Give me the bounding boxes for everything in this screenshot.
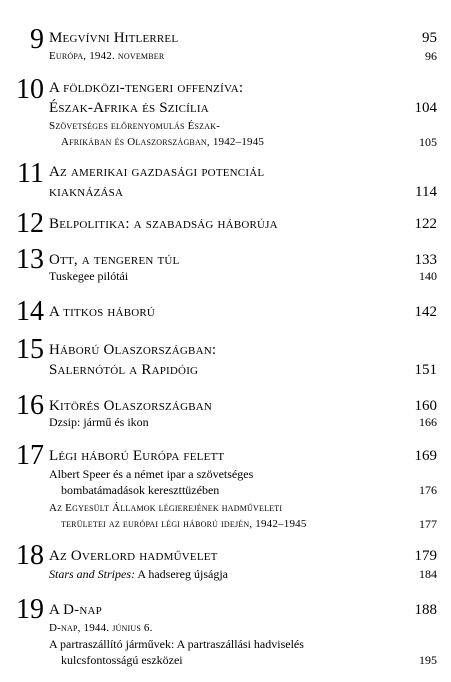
sub-entry [49,48,437,64]
sub-entry [49,566,437,582]
sub-entry-line: A partraszállító járművek: A partraszállási hadviselés [49,637,304,651]
sub-entry [49,500,437,532]
chapter-title-line: A titkos háború [49,304,156,320]
sub-entry-page: 195 [419,653,437,667]
sub-entry-rest-part: A hadsereg újságja [135,567,228,581]
chapter-page: 151 [414,362,437,378]
sub-entry-line: Dzsip: jármű és ikon [49,415,149,429]
sub-entry-page: 166 [419,415,437,429]
sub-entry-line: kulcsfontosságú eszközei [61,653,183,667]
chapter-title [49,302,437,322]
chapter-title-line: Az Overlord hadművelet [49,548,218,564]
chapter-number: 19 [16,594,44,625]
sub-entry-line: D-nap, 1944. június 6. [49,622,153,634]
sub-entry-line: Tuskegee pilótái [49,269,129,283]
chapter-page: 188 [414,602,437,618]
sub-entry-line: Albert Speer és a német ipar a szövetséges [49,467,254,481]
sub-entry-line: Európa, 1942. november [49,50,165,62]
chapter-title-line: Belpolitika: a szabadság háborúja [49,216,278,232]
chapter-page: 169 [414,448,437,464]
sub-entry-page: 105 [419,135,437,149]
chapter-page: 160 [414,398,437,414]
sub-entry-line: Afrikában és Olaszországban, 1942–1945 [61,136,265,148]
sub-entry-page: 184 [419,567,437,581]
sub-entry [49,414,437,430]
chapter-title-line: Háború Olaszországban: [49,342,217,358]
chapter-number: 9 [30,24,44,55]
chapter-title [49,446,437,466]
chapter-number: 10 [16,74,44,105]
chapter-number: 13 [16,244,44,275]
chapter-page: 104 [414,100,437,116]
chapter-page: 133 [414,252,437,268]
chapter-title [49,340,437,380]
chapter-number: 16 [16,390,44,421]
sub-entry-line: Szövetséges előrenyomulás Észak- [49,120,221,132]
sub-entry-line: Az Egyesült Államok légierejének hadműveleti [49,502,283,514]
sub-entry-page: 140 [419,269,437,283]
chapter-title-line: Az amerikai gazdasági potenciál [49,164,265,180]
sub-entry-italic-part: Stars and Stripes: [49,567,136,581]
sub-entry [49,466,437,498]
chapter-title-line: Kitörés Olaszországban [49,398,213,414]
chapter-number: 17 [16,440,44,471]
chapter-title-line: Salernótól a Rapidóig [49,362,199,378]
chapter-title [49,546,437,566]
sub-entry-line: területei az európai légi háború idején, 1942–1945 [61,518,307,530]
chapter-title [49,28,437,48]
chapter-number: 14 [16,296,44,327]
sub-entry-line: bombatámadások kereszttüzében [61,483,220,497]
chapter-number: 12 [16,208,44,239]
chapter-title-line: Észak-Afrika és Szicília [49,100,209,116]
chapter-number: 11 [17,158,44,189]
chapter-title [49,396,437,416]
chapter-title-line: Megvívni Hitlerrel [49,30,179,46]
chapter-page: 142 [414,304,437,320]
chapter-page: 95 [422,30,437,46]
sub-entry-line [49,566,437,582]
chapter-number: 18 [16,540,44,571]
chapter-page: 179 [414,548,437,564]
chapter-title [49,214,437,234]
sub-entry [49,268,437,284]
chapter-title [49,600,437,620]
chapter-page: 122 [414,216,437,232]
chapter-title-line: Ott, a tengeren túl [49,252,180,268]
chapter-title-line: Légi háború Európa felett [49,448,225,464]
sub-entry-page: 176 [419,483,437,497]
chapter-title [49,250,437,270]
sub-entry-page: 177 [419,517,437,531]
chapter-number: 15 [16,334,44,365]
chapter-title [49,162,437,202]
chapter-title [49,78,437,118]
sub-entry-page: 96 [425,49,437,63]
chapter-page: 114 [415,184,437,200]
chapter-title-line: A földközi-tengeri offenzíva: [49,80,244,96]
chapter-title-line: kiaknázása [49,184,124,200]
sub-entry [49,118,437,150]
sub-entry [49,636,437,668]
chapter-title-line: A D-nap [49,602,102,618]
sub-entry [49,620,437,636]
